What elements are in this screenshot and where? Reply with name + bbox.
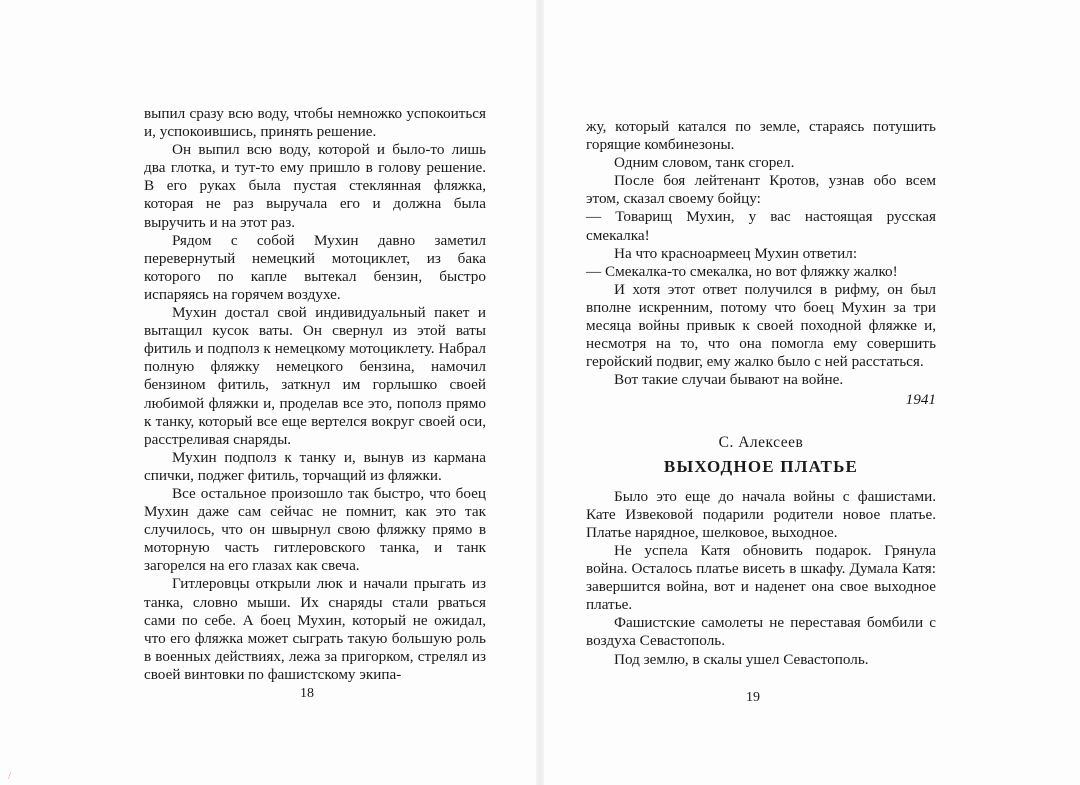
paragraph: На что красноармеец Мухин ответил:: [614, 244, 858, 262]
paragraph: жу, который катался по земле, стараясь потушить горящие комбинезоны.: [586, 118, 936, 154]
book-gutter: [536, 0, 544, 785]
paragraph: Под землю, в скалы ушел Севастополь.: [614, 650, 869, 668]
left-page-text: [144, 105, 486, 684]
paragraph: Все остальное произошло так быстро, что боец Мухин даже сам сейчас не помнит, как это так случилось, что он швырнул свою фляжку прямо в моторную часть гитлеровского танка, и танк загорелся на его глазах как свеча.: [144, 484, 486, 575]
paragraph: И хотя этот ответ получился в рифму, он был вполне искренним, потому что боец Мухин за три месяца войны привык к своей походной фляжке и, несмотря на то, что она помогла ему совершить геройский подвиг, ему жалко было с ней расстаться.: [586, 280, 936, 371]
story-author: С. Алексеев: [718, 433, 804, 451]
story-year: 1941: [905, 391, 936, 409]
paragraph: Фашистские самолеты не переставая бомбили с воздуха Севастополь.: [586, 614, 936, 650]
paragraph: Не успела Катя обновить подарок. Грянула война. Осталось платье висеть в шкафу. Думала Катя: завершится война, вот и наденет она свое выходное платье.: [586, 541, 936, 614]
margin-mark: /: [8, 770, 12, 782]
paragraph: Рядом с собой Мухин давно заметил перевернутый немецкий мотоциклет, из бака которого по капле вытекал бензин, быстро испаряясь на горячем воздухе.: [144, 231, 486, 303]
right-page-text: [586, 118, 936, 669]
paragraph: — Товарищ Мухин, у вас настоящая русская смекалка!: [586, 208, 936, 244]
paragraph: Мухин достал свой индивидуальный пакет и вытащил кусок ваты. Он свернул из этой ваты фитиль и подполз к немецкому мотоциклету. Набрал полную фляжку немецкого бензина, намочил бензином фитиль, заткнул им горлышко своей любимой фляжки и, проделав все это, пополз прямо к танку, который все еще вертелся вокруг своей оси, расстреливая снаряды.: [144, 304, 486, 448]
page-number-left: 18: [300, 686, 314, 701]
paragraph: Было это еще до начала войны с фашистами. Кате Извековой подарили родители новое платье. Платье нарядное, шелковое, выходное.: [586, 487, 936, 541]
paragraph: Мухин подполз к танку и, вынув из кармана спички, поджег фитиль, торчащий из фляжки.: [144, 448, 486, 484]
paragraph: Он выпил всю воду, которой и было-то лишь два глотка, и тут-то ему пришло в голову решение. В его руках была пустая стеклянная фляжка, которая не раз выручала его и должна была выручить и на этот раз.: [144, 141, 486, 231]
paragraph: Гитлеровцы открыли люк и начали прыгать из танка, словно мыши. Их снаряды стали рваться сами по себе. А боец Мухин, который не ожидал, что его фляжка может сыграть такую большую роль в военных действиях, лежа за пригорком, стрелял из своей винтовки по фашистскому экипа-: [144, 575, 486, 683]
page-number-right: 19: [746, 690, 760, 705]
paragraph: выпил сразу всю воду, чтобы немножко успокоиться и, успокоившись, принять решение.: [144, 105, 486, 141]
paragraph: — Смекалка-то смекалка, но вот фляжку жалко!: [586, 262, 898, 280]
paragraph: Вот такие случаи бывают на войне.: [614, 371, 844, 389]
paragraph: После боя лейтенант Кротов, узнав обо всем этом, сказал своему бойцу:: [586, 172, 936, 208]
story-title: ВЫХОДНОЕ ПЛАТЬЕ: [663, 456, 859, 476]
paragraph: Одним словом, танк сгорел.: [614, 154, 795, 172]
